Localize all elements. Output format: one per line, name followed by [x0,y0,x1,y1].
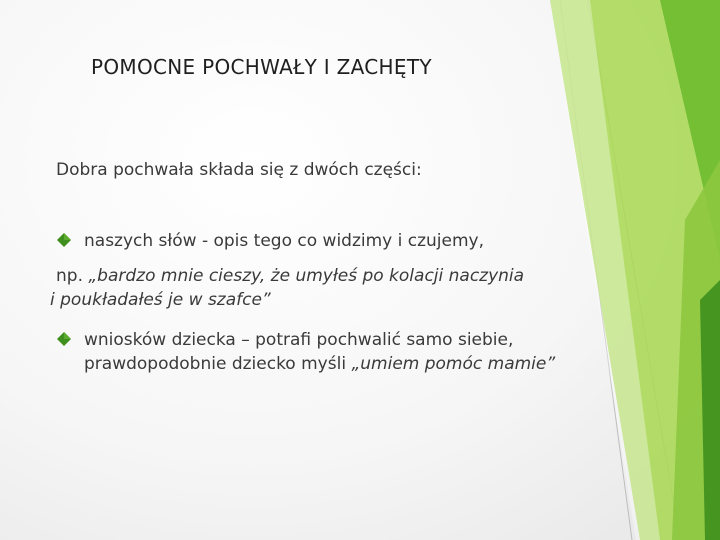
slide-title: POMOCNE POCHWAŁY I ZACHĘTY [91,55,432,79]
example-prefix: np. [56,266,89,286]
example-text [50,264,631,312]
example-quote-line1: „bardzo mnie cieszy, że umyłeś po kolacji naczynia [88,266,525,286]
bullet-1-text: naszych słów - opis tego co widzimy i czujemy, [84,231,485,251]
diamond-bullet-icon [56,331,72,347]
bullet-item-2 [56,328,616,376]
example-quote-line2: i poukładałeś je w szafce” [50,290,271,310]
diamond-bullet-icon [56,232,72,248]
bullet-2-text [84,328,616,376]
bullet-item-1 [56,229,616,253]
intro-text: Dobra pochwała składa się z dwóch części: [56,160,422,180]
bullet-2-quote: „umiem pomóc mamie” [351,354,556,374]
bullet-2-plain: wniosków dziecka – potrafi pochwalić samo siebie, prawdopodobnie dziecko myśli [84,330,514,374]
